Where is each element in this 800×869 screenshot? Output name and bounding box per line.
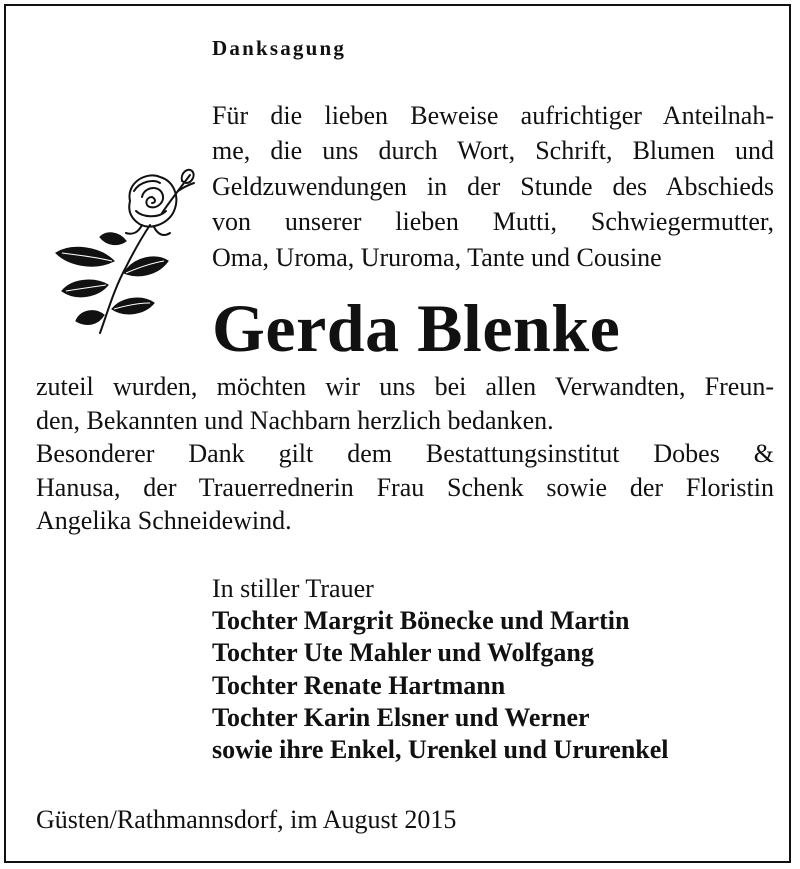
intro-line: Oma, Uroma, Ururoma, Tante und Cousine bbox=[212, 242, 662, 272]
mourner-line: sowie ihre Enkel, Urenkel und Ururenkel bbox=[212, 734, 669, 764]
deceased-name: Gerda Blenke bbox=[212, 290, 621, 366]
notice-heading: Danksagung bbox=[212, 36, 347, 60]
obituary-notice bbox=[4, 4, 791, 863]
thanks-line: Angelika Schneidewind. bbox=[36, 506, 292, 536]
rose-icon bbox=[42, 161, 202, 341]
mourner-line: Tochter Karin Elsner und Werner bbox=[212, 702, 590, 732]
intro-line: Für die lieben Beweise aufrichtiger Anteilnah- bbox=[212, 101, 774, 130]
intro-line: von unserer lieben Mutti, Schwiegermutter, bbox=[212, 207, 774, 237]
mourning-intro: In stiller Trauer bbox=[212, 574, 374, 603]
thanks-line: zuteil wurden, möchten wir uns bei allen Verwandten, Freun- bbox=[36, 372, 774, 401]
place-and-date: Güsten/Rathmannsdorf, im August 2015 bbox=[36, 805, 457, 834]
thanks-line: den, Bekannten und Nachbarn herzlich bedanken. bbox=[36, 405, 554, 435]
intro-paragraph bbox=[212, 98, 774, 275]
mourners-list bbox=[212, 573, 669, 766]
mourner-line: Tochter Ute Mahler und Wolfgang bbox=[212, 638, 594, 668]
intro-line: Geldzuwendungen in der Stunde des Abschieds bbox=[212, 171, 774, 201]
thanks-line: Hanusa, der Trauerrednerin Frau Schenk sowie der Floristin bbox=[36, 472, 774, 502]
mourner-line: Tochter Margrit Bönecke und Martin bbox=[212, 606, 630, 636]
thanks-paragraph bbox=[36, 370, 774, 538]
mourner-line: Tochter Renate Hartmann bbox=[212, 670, 506, 700]
thanks-line: Besonderer Dank gilt dem Bestattungsinstitut Dobes & bbox=[36, 439, 774, 469]
intro-line: me, die uns durch Wort, Schrift, Blumen und bbox=[212, 136, 774, 166]
